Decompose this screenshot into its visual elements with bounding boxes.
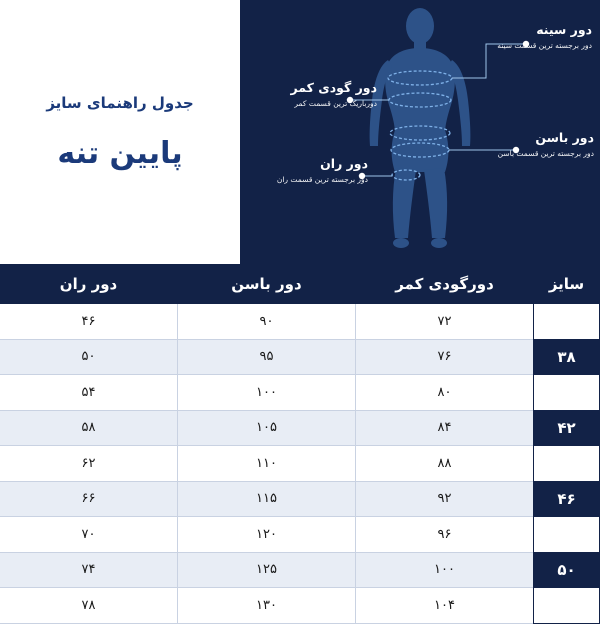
cell-thigh: ۴۶ [0,304,178,340]
cell-waist: ۸۸ [356,446,534,482]
table-row [0,410,600,446]
callout-hip-sub: دور برجسته ترین قسمت باسن [497,148,594,158]
callout-bust-sub: دور برجسته ترین قسمت سینه [497,40,592,50]
table-row [0,517,600,553]
table-row [0,552,600,588]
cell-waist: ۸۰ [356,375,534,411]
cell-size: ۴۶ [534,481,600,517]
table-row [0,339,600,375]
cell-hip: ۹۰ [178,304,356,340]
cell-size: ۵۲ [534,588,600,624]
cell-hip: ۱۲۰ [178,517,356,553]
body-illustration-panel [240,0,600,264]
cell-thigh: ۵۸ [0,410,178,446]
table-row [0,481,600,517]
table-row [0,588,600,624]
callout-thigh-label: دور ران [320,156,368,171]
page-title: پایین تنه [57,135,183,171]
cell-size: ۵۰ [534,552,600,588]
cell-thigh: ۶۶ [0,481,178,517]
cell-size: ۴۲ [534,410,600,446]
cell-hip: ۱۰۵ [178,410,356,446]
page-subtitle: جدول راهنمای سایز [46,93,194,112]
cell-waist: ۱۰۰ [356,552,534,588]
callout-waist [252,80,377,109]
title-panel [0,0,240,264]
table-row [0,375,600,411]
size-table-wrapper [0,264,600,615]
cell-thigh: ۷۴ [0,552,178,588]
cell-hip: ۱۳۰ [178,588,356,624]
cell-waist: ۷۶ [356,339,534,375]
callout-bust-label: دور سینه [536,22,592,37]
hero-section [0,0,600,264]
cell-hip: ۹۵ [178,339,356,375]
cell-waist: ۷۲ [356,304,534,340]
cell-size: ۳۶ [534,304,600,340]
callout-thigh-sub: دور برجسته ترین قسمت ران [276,174,368,184]
cell-size: ۴۰ [534,375,600,411]
cell-thigh: ۷۸ [0,588,178,624]
table-header [0,265,600,304]
cell-hip: ۱۲۵ [178,552,356,588]
callout-thigh [250,156,368,185]
table-body [0,304,600,624]
cell-size: ۳۸ [534,339,600,375]
cell-hip: ۱۱۵ [178,481,356,517]
table-row [0,304,600,340]
table-row [0,446,600,482]
cell-size: ۴۸ [534,517,600,553]
callout-hip [464,130,594,159]
cell-thigh: ۶۲ [0,446,178,482]
size-table [0,264,600,624]
column-header-size: سایز [534,265,600,304]
callout-bust [462,22,592,51]
cell-waist: ۸۴ [356,410,534,446]
table-header-row [0,265,600,304]
cell-hip: ۱۱۰ [178,446,356,482]
cell-thigh: ۵۰ [0,339,178,375]
column-header-thigh: دور ران [0,265,178,304]
column-header-hip: دور باسن [178,265,356,304]
callout-waist-label: دور گودی کمر [290,80,377,95]
callout-waist-sub: دورباریک ترین قسمت کمر [294,98,377,108]
cell-thigh: ۷۰ [0,517,178,553]
callout-hip-label: دور باسن [535,130,594,145]
cell-waist: ۱۰۴ [356,588,534,624]
cell-hip: ۱۰۰ [178,375,356,411]
column-header-waist: دورگودی کمر [356,265,534,304]
cell-thigh: ۵۴ [0,375,178,411]
cell-waist: ۹۲ [356,481,534,517]
cell-size: ۴۴ [534,446,600,482]
cell-waist: ۹۶ [356,517,534,553]
